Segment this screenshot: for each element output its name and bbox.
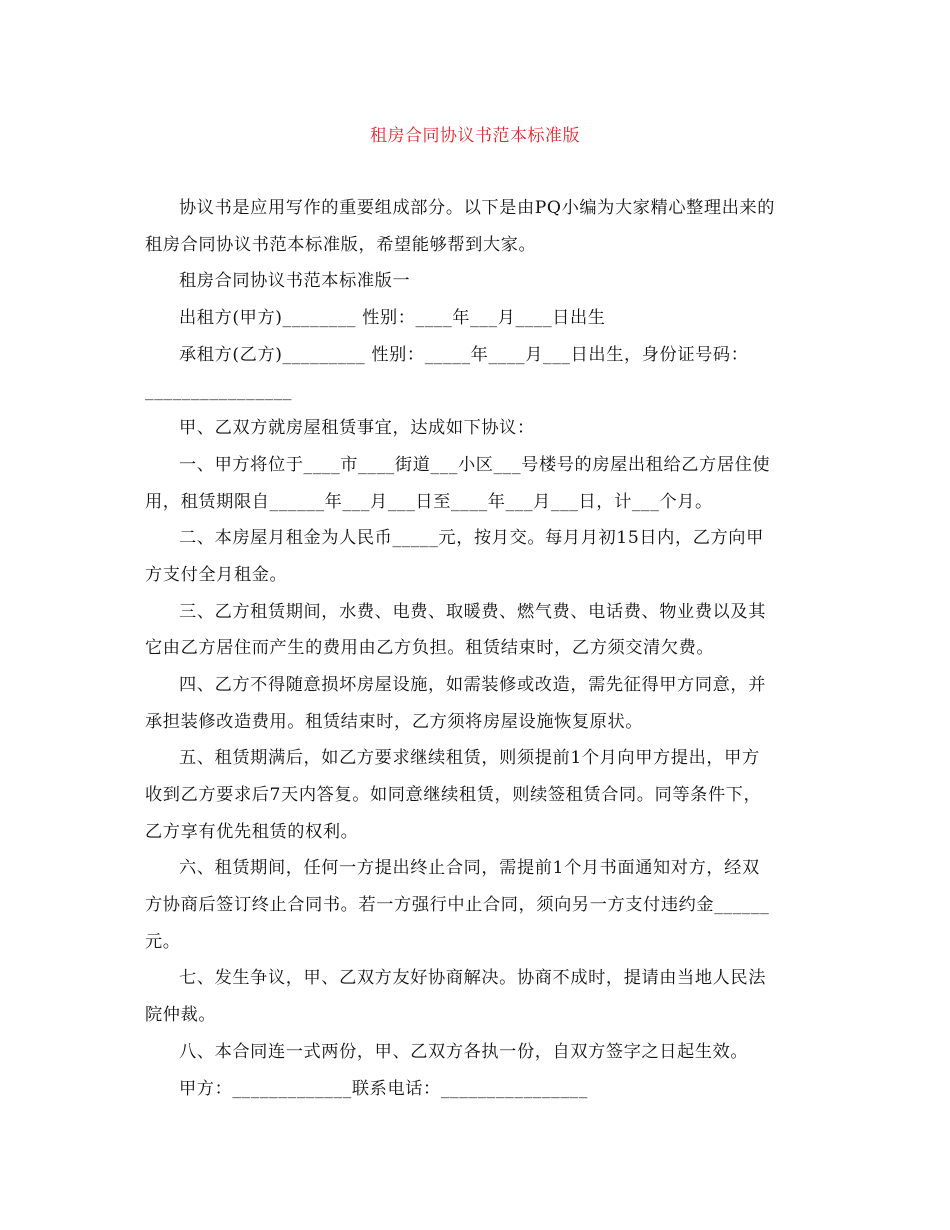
- body-line: 三、乙方租赁期间，水费、电费、取暖费、燃气费、电话费、物业费以及其: [179, 601, 766, 622]
- body-line: 乙方享有优先租赁的权利。: [145, 821, 359, 842]
- document-body: [145, 190, 805, 1107]
- body-line: 二、本房屋月租金为人民币_____元，按月交。每月月初15日内，乙方向甲: [179, 528, 764, 549]
- document-title: 租房合同协议书范本标准版: [370, 126, 580, 146]
- body-line: ________________: [145, 381, 293, 402]
- body-line: 出租方(甲方)________ 性别：____年___月____日出生: [179, 308, 606, 329]
- body-line: 租房合同协议书范本标准版，希望能够帮到大家。: [145, 234, 537, 255]
- body-line: 七、发生争议，甲、乙双方友好协商解决。协商不成时，提请由当地人民法: [179, 968, 766, 989]
- body-line: 甲、乙双方就房屋租赁事宜，达成如下协议：: [179, 418, 535, 439]
- body-line: 一、甲方将位于____市____街道___小区___号楼号的房屋出租给乙方居住使: [179, 454, 771, 475]
- body-line: 八、本合同连一式两份，甲、乙双方各执一份，自双方签字之日起生效。: [179, 1041, 749, 1062]
- body-line: 六、租赁期间，任何一方提出终止合同，需提前1个月书面通知对方，经双: [179, 858, 760, 879]
- body-line: 协议书是应用写作的重要组成部分。以下是由PQ小编为大家精心整理出来的: [179, 198, 776, 218]
- body-line: 承担装修改造费用。租赁结束时，乙方须将房屋设施恢复原状。: [145, 711, 644, 732]
- body-line: 它由乙方居住而产生的费用由乙方负担。租赁结束时，乙方须交清欠费。: [145, 638, 715, 659]
- body-line: 甲方：_____________联系电话：________________: [179, 1078, 588, 1099]
- body-line: 方协商后签订终止合同书。若一方强行中止合同，须向另一方支付违约金______: [145, 895, 770, 916]
- body-line: 元。: [145, 931, 181, 952]
- body-line: 用，租赁期限自______年___月___日至____年___月___日，计___个月。: [145, 491, 713, 512]
- body-line: 院仲裁。: [145, 1005, 217, 1026]
- body-line: 租房合同协议书范本标准版一: [179, 271, 411, 292]
- body-line: 承租方(乙方)_________ 性别：_____年____月___日出生，身份证号码：: [179, 344, 749, 365]
- body-line: 四、乙方不得随意损坏房屋设施，如需装修或改造，需先征得甲方同意，并: [179, 674, 766, 695]
- body-line: 五、租赁期满后，如乙方要求继续租赁，则须提前1个月向甲方提出，甲方: [179, 748, 760, 769]
- body-line: 收到乙方要求后7天内答复。如同意继续租赁，则续签租赁合同。同等条件下，: [145, 785, 762, 805]
- body-line: 方支付全月租金。: [145, 564, 288, 585]
